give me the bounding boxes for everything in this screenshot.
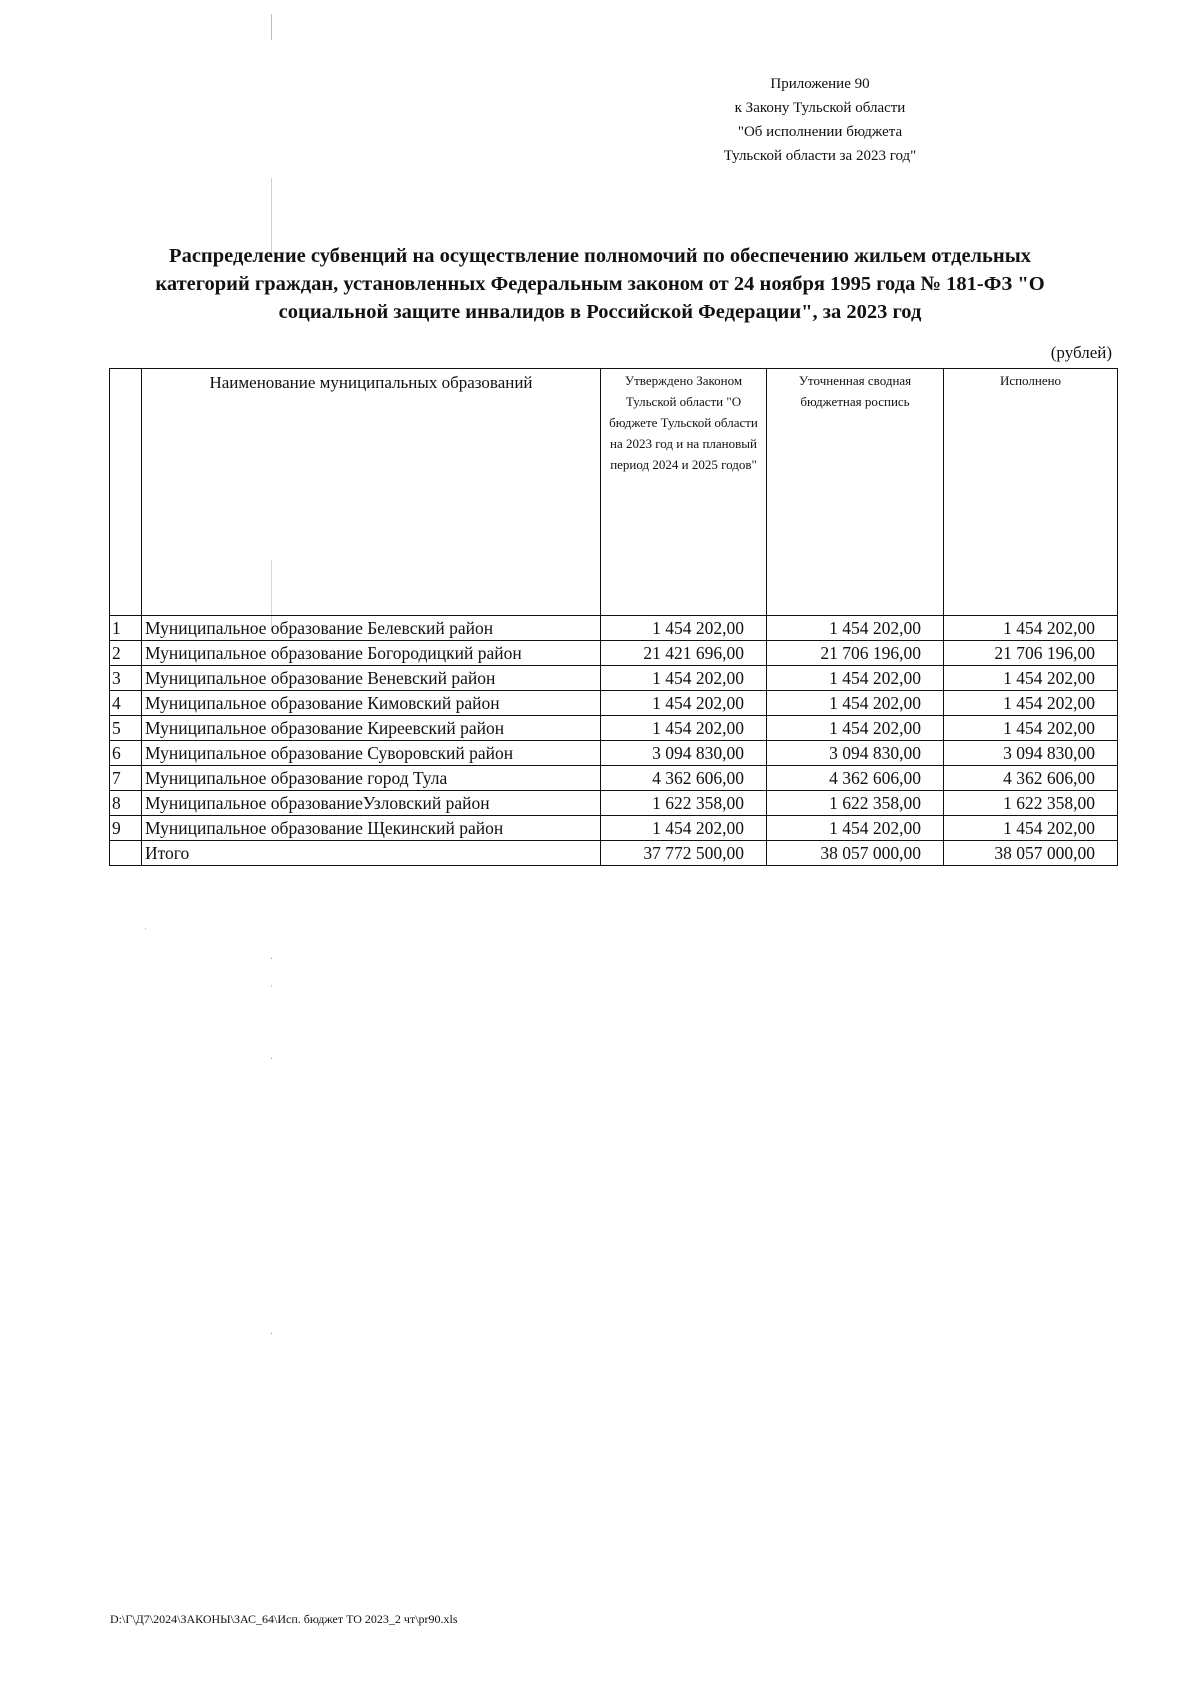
total-executed: 38 057 000,00 [944, 841, 1118, 866]
row-municipality: Муниципальное образование Щекинский район [142, 816, 601, 841]
row-approved: 3 094 830,00 [601, 741, 767, 766]
table-row [110, 766, 1118, 791]
total-label: Итого [142, 841, 601, 866]
row-refined: 1 622 358,00 [767, 791, 944, 816]
row-approved: 1 622 358,00 [601, 791, 767, 816]
table-row [110, 741, 1118, 766]
row-executed: 1 454 202,00 [944, 616, 1118, 641]
table-row [110, 691, 1118, 716]
row-refined: 1 454 202,00 [767, 616, 944, 641]
row-municipality: Муниципальное образование Суворовский район [142, 741, 601, 766]
header-executed: Исполнено [944, 369, 1118, 616]
row-executed: 3 094 830,00 [944, 741, 1118, 766]
row-refined: 3 094 830,00 [767, 741, 944, 766]
row-executed: 1 622 358,00 [944, 791, 1118, 816]
row-approved: 4 362 606,00 [601, 766, 767, 791]
row-executed: 4 362 606,00 [944, 766, 1118, 791]
row-executed: 1 454 202,00 [944, 666, 1118, 691]
row-municipality: Муниципальное образование город Тула [142, 766, 601, 791]
row-municipality: Муниципальное образование Кимовский район [142, 691, 601, 716]
row-executed: 1 454 202,00 [944, 716, 1118, 741]
row-number: 3 [110, 666, 142, 691]
row-executed: 1 454 202,00 [944, 816, 1118, 841]
table-row [110, 616, 1118, 641]
scan-artifact-dot: ˈ [270, 984, 274, 995]
row-executed: 21 706 196,00 [944, 641, 1118, 666]
row-municipality: Муниципальное образование Веневский район [142, 666, 601, 691]
table-row [110, 816, 1118, 841]
title-line-2: категорий граждан, установленных Федеральным законом от 24 ноября 1995 года № 181-ФЗ "О [155, 273, 1045, 295]
table-header-row [110, 369, 1118, 616]
header-num [110, 369, 142, 616]
row-number: 2 [110, 641, 142, 666]
title-line-3: социальной защите инвалидов в Российской Федерации", за 2023 год [278, 301, 922, 323]
appendix-number: Приложение 90 [770, 76, 870, 92]
scan-artifact-line [271, 14, 272, 40]
row-municipality: Муниципальное образование Богородицкий район [142, 641, 601, 666]
row-number: 9 [110, 816, 142, 841]
header-refined: Уточненная сводная бюджетная роспись [767, 369, 944, 616]
header-approved: Утверждено Законом Тульской области "О бюджете Тульской области на 2023 год и на плановый период 2024 и 2025 годов" [601, 369, 767, 616]
row-approved: 1 454 202,00 [601, 816, 767, 841]
row-number: 4 [110, 691, 142, 716]
row-refined: 1 454 202,00 [767, 666, 944, 691]
total-approved: 37 772 500,00 [601, 841, 767, 866]
header-name: Наименование муниципальных образований [142, 369, 601, 616]
document-title [115, 242, 1085, 326]
scan-artifact-dot: · [270, 1054, 274, 1065]
table-row [110, 791, 1118, 816]
row-approved: 1 454 202,00 [601, 666, 767, 691]
appendix-law-ref: к Закону Тульской области [734, 100, 906, 116]
appendix-law-title-1: "Об исполнении бюджета [737, 124, 903, 140]
table-total-row [110, 841, 1118, 866]
appendix-header [690, 72, 950, 168]
scan-artifact-dot: · [270, 954, 274, 965]
row-number: 6 [110, 741, 142, 766]
row-municipality: Муниципальное образование Киреевский район [142, 716, 601, 741]
title-line-1: Распределение субвенций на осуществление полномочий по обеспечению жильем отдельных [169, 245, 1031, 267]
row-refined: 1 454 202,00 [767, 716, 944, 741]
row-refined: 21 706 196,00 [767, 641, 944, 666]
scan-artifact-dot: · [270, 1329, 274, 1340]
row-refined: 4 362 606,00 [767, 766, 944, 791]
row-number: 5 [110, 716, 142, 741]
total-number [110, 841, 142, 866]
row-number: 8 [110, 791, 142, 816]
units-label: (рублей) [1050, 343, 1112, 362]
table-row [110, 666, 1118, 691]
row-refined: 1 454 202,00 [767, 816, 944, 841]
row-approved: 1 454 202,00 [601, 616, 767, 641]
footer-file-path: D:\Г\Д7\2024\ЗАКОНЫ\ЗАС_64\Исп. бюджет ТО 2023_2 чт\pr90.xls [110, 1612, 458, 1626]
budget-table [109, 368, 1118, 866]
row-executed: 1 454 202,00 [944, 691, 1118, 716]
row-number: 1 [110, 616, 142, 641]
row-number: 7 [110, 766, 142, 791]
row-refined: 1 454 202,00 [767, 691, 944, 716]
scan-artifact-dot: ˈ [144, 927, 148, 938]
row-approved: 1 454 202,00 [601, 691, 767, 716]
table-row [110, 716, 1118, 741]
table-row [110, 641, 1118, 666]
total-refined: 38 057 000,00 [767, 841, 944, 866]
row-approved: 1 454 202,00 [601, 716, 767, 741]
row-municipality: Муниципальное образование Белевский район [142, 616, 601, 641]
row-approved: 21 421 696,00 [601, 641, 767, 666]
row-municipality: Муниципальное образованиеУзловский район [142, 791, 601, 816]
appendix-law-title-2: Тульской области за 2023 год" [723, 148, 917, 164]
